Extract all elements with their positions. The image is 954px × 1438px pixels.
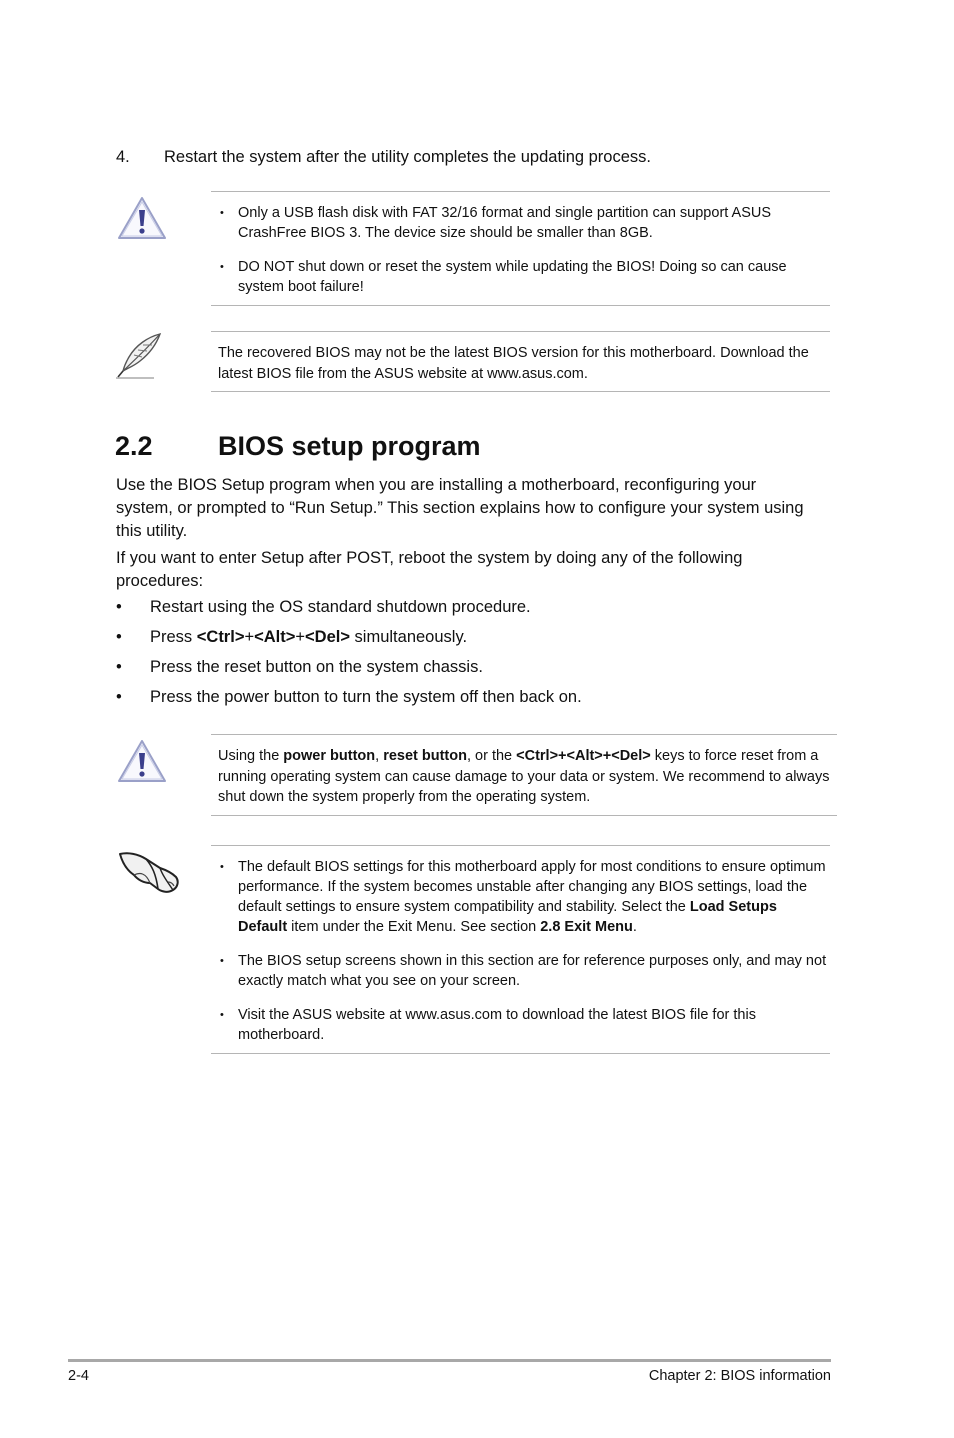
caution-item: • DO NOT shut down or reset the system while updating the BIOS! Doing so can cause system boot failure! [211, 257, 830, 297]
note-text: The recovered BIOS may not be the latest BIOS version for this motherboard. Download the latest BIOS file from the ASUS website at www.asus.com. [218, 345, 809, 382]
procedure-list: • Restart using the OS standard shutdown procedure. • Press <Ctrl>+<Alt>+<Del> simultaneously. • Press the reset button on the system chassis. • Press the power button to turn the system off then back on. [116, 598, 582, 706]
caution-box-2 [211, 734, 837, 816]
caution-item: • Only a USB flash disk with FAT 32/16 format and single partition can support ASUS CrashFree BIOS 3. The device size should be smaller than 8GB. [211, 203, 830, 243]
step-number: 4. [116, 148, 130, 166]
tip-item: • The default BIOS settings for this motherboard apply for most conditions to ensure optimum performance. If the system becomes unstable after changing any BIOS settings, load the default settings to ensure system compatibility and stability. Select the Load Setups Default item under the Exit Menu. See section 2.8 Exit Menu. [211, 857, 830, 937]
section-number: 2.2 [115, 431, 153, 461]
exit-menu-ref: 2.8 Exit Menu [540, 919, 633, 935]
section-para-2: If you want to enter Setup after POST, reboot the system by doing any of the following procedures: [116, 549, 743, 590]
step-text: Restart the system after the utility completes the updating process. [164, 148, 651, 166]
chapter-title: Chapter 2: BIOS information [648, 1368, 831, 1384]
key-combo: <Ctrl>+<Alt>+<Del> [516, 748, 651, 764]
feather-pen-icon [114, 331, 166, 381]
key-alt: <Alt> [254, 628, 296, 646]
tip-item: • Visit the ASUS website at www.asus.com to download the latest BIOS file for this motherboard. [211, 1005, 830, 1045]
pointing-hand-icon [116, 846, 182, 898]
footer-rule [68, 1359, 831, 1362]
warning-triangle-icon [116, 738, 168, 786]
key-ctrl: <Ctrl> [196, 628, 245, 646]
note-box-1 [211, 331, 830, 392]
load-setups-default-label: Load Setups Default [238, 899, 777, 935]
tip-box [211, 845, 830, 1054]
tip-item: • The BIOS setup screens shown in this section are for reference purposes only, and may not exactly match what you see on your screen. [211, 951, 830, 991]
power-button-label: power button [283, 748, 376, 764]
reset-button-label: reset button [383, 748, 467, 764]
section-para-1: Use the BIOS Setup program when you are installing a motherboard, reconfiguring your system, or prompted to “Run Setup.” This section explains how to configure your system using this utility. [116, 476, 804, 540]
caution-text: Using the power button, reset button, or the <Ctrl>+<Alt>+<Del> keys to force reset from a running operating system can cause damage to your data or system. We recommend to always shut down the system properly from the operating system. [218, 748, 830, 805]
caution-box-1 [211, 191, 830, 306]
key-del: <Del> [305, 628, 350, 646]
warning-triangle-icon [116, 195, 168, 243]
page-number: 2-4 [68, 1368, 89, 1384]
section-title: BIOS setup program [218, 431, 481, 461]
